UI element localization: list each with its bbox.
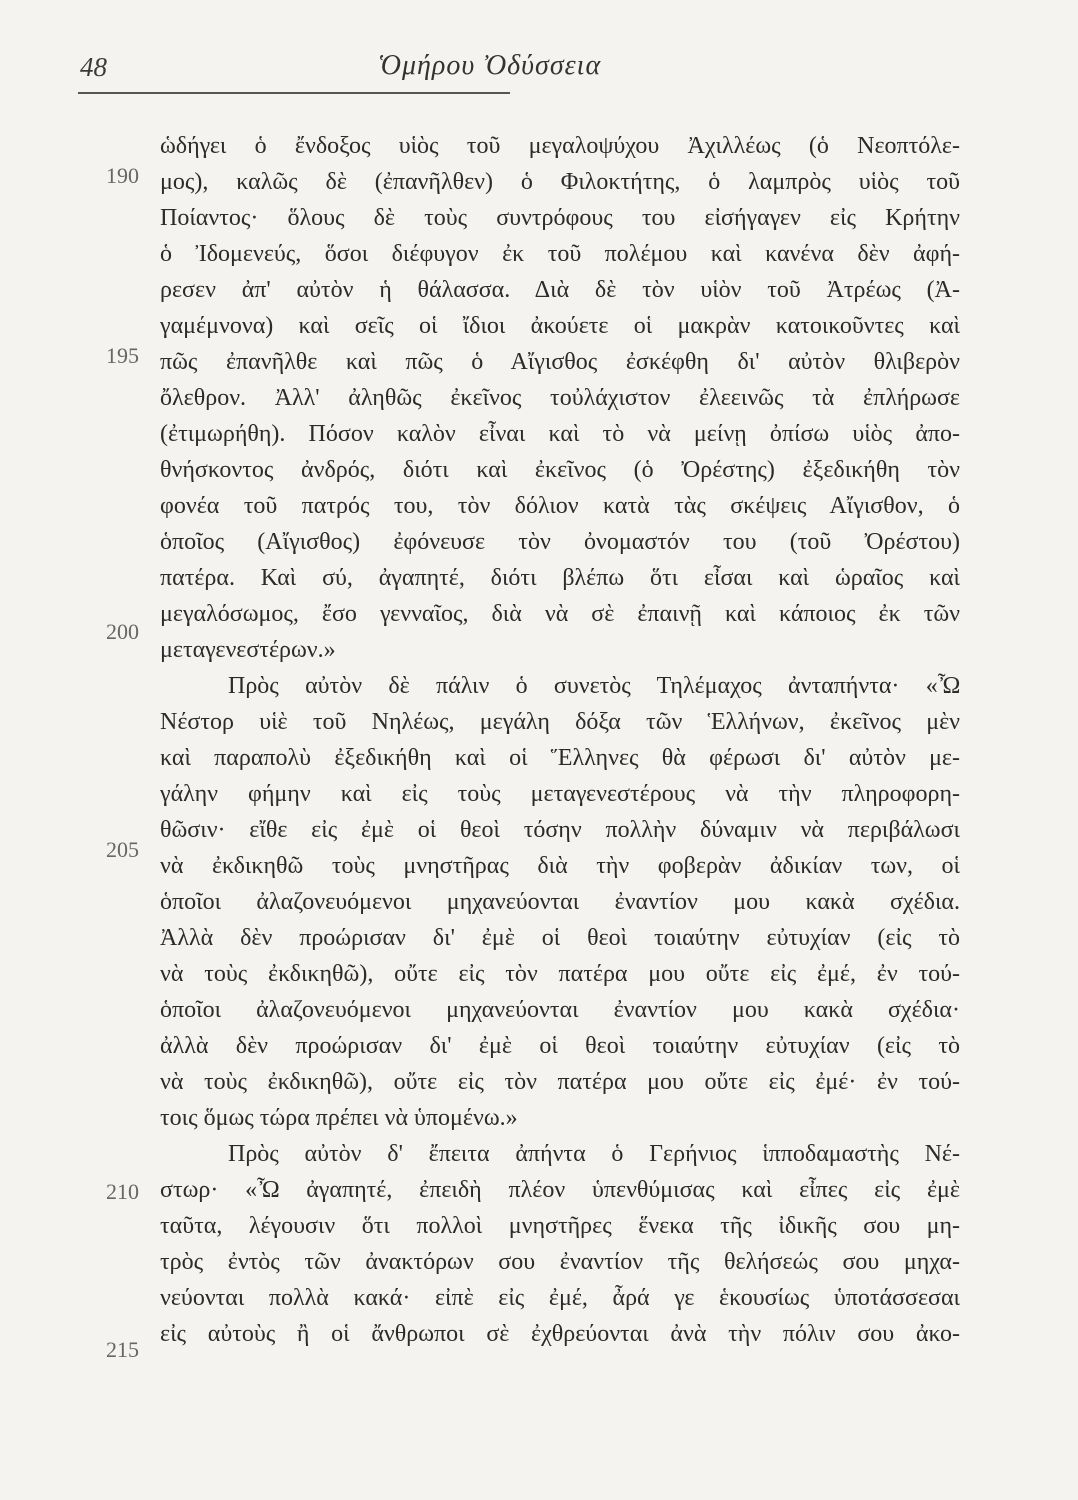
text-line: ὄλεθρον. Ἀλλ' ἀληθῶς ἐκεῖνος τοὐλάχιστον ἐλεεινῶς τὰ ἐπλήρωσε <box>160 385 960 411</box>
text-line: Πρὸς αὐτὸν δὲ πάλιν ὁ συνετὸς Τηλέμαχος ἀνταπήντα· «Ὦ <box>228 673 960 699</box>
text-line: Πρὸς αὐτὸν δ' ἔπειτα ἀπήντα ὁ Γερήνιος ἱπποδαμαστὴς Νέ- <box>228 1141 960 1167</box>
page-number: 48 <box>80 52 107 82</box>
text-line: στωρ· «Ὦ ἀγαπητέ, ἐπειδὴ πλέον ὑπενθύμισας καὶ εἶπες εἰς ἐμὲ <box>160 1177 960 1203</box>
text-line: γαμέμνονα) καὶ σεῖς οἱ ἴδιοι ἀκούετε οἱ μακρὰν κατοικοῦντες καὶ <box>160 313 960 339</box>
text-line: ὁποῖοι ἀλαζονευόμενοι μηχανεύονται ἐναντίον μου κακὰ σχέδια· <box>160 997 960 1023</box>
text-line: νὰ τοὺς ἐκδικηθῶ), οὔτε εἰς τὸν πατέρα μου οὔτε εἰς ἐμέ, ἐν τού- <box>160 961 960 987</box>
line-number: 205 <box>106 837 139 862</box>
text-line: μεταγενεστέρων.» <box>160 637 336 663</box>
text-line: θῶσιν· εἴθε εἰς ἐμὲ οἱ θεοὶ τόσην πολλὴν δύναμιν νὰ περιβάλωσι <box>160 817 960 843</box>
text-line: Ἀλλὰ δὲν προώρισαν δι' ἐμὲ οἱ θεοὶ τοιαύτην εὐτυχίαν (εἰς τὸ <box>160 925 960 951</box>
text-line: μος), καλῶς δὲ (ἐπανῆλθεν) ὁ Φιλοκτήτης, ὁ λαμπρὸς υἱὸς τοῦ <box>160 169 960 195</box>
text-line: ὁποῖοι ἀλαζονευόμενοι μηχανεύονται ἐναντίον μου κακὰ σχέδια. <box>160 889 960 915</box>
text-line: θνήσκοντος ἀνδρός, διότι καὶ ἐκεῖνος (ὁ Ὀρέστης) ἐξεδικήθη τὸν <box>160 457 960 483</box>
text-line: ὁ Ἰδομενεύς, ὅσοι διέφυγον ἐκ τοῦ πολέμου καὶ κανένα δὲν ἀφή- <box>160 241 960 267</box>
text-line: Νέστορ υἱὲ τοῦ Νηλέως, μεγάλη δόξα τῶν Ἑλλήνων, ἐκεῖνος μὲν <box>160 709 960 735</box>
line-number: 195 <box>106 343 139 368</box>
text-line: πατέρα. Καὶ σύ, ἀγαπητέ, διότι βλέπω ὅτι εἶσαι καὶ ὡραῖος καὶ <box>160 565 960 591</box>
text-line: τρὸς ἐντὸς τῶν ἀνακτόρων σου ἐναντίον τῆς θελήσεώς σου μηχα- <box>160 1249 960 1275</box>
text-line: φονέα τοῦ πατρός του, τὸν δόλιον κατὰ τὰς σκέψεις Αἴγισθον, ὁ <box>160 493 960 519</box>
text-line: ἀλλὰ δὲν προώρισαν δι' ἐμὲ οἱ θεοὶ τοιαύτην εὐτυχίαν (εἰς τὸ <box>160 1033 960 1059</box>
text-line: Ποίαντος· ὅλους δὲ τοὺς συντρόφους του εἰσήγαγεν εἰς Κρήτην <box>160 205 960 231</box>
line-number: 200 <box>106 619 139 644</box>
text-line: ὡδήγει ὁ ἔνδοξος υἱὸς τοῦ μεγαλοψύχου Ἀχιλλέως (ὁ Νεοπτόλε- <box>160 133 960 159</box>
text-line: εἰς αὐτοὺς ἢ οἱ ἄνθρωποι σὲ ἐχθρεύονται ἀνὰ τὴν πόλιν σου ἀκο- <box>160 1321 960 1347</box>
text-line: ὁποῖος (Αἴγισθος) ἐφόνευσε τὸν ὀνομαστόν του (τοῦ Ὀρέστου) <box>160 529 960 555</box>
text-line: νὰ τοὺς ἐκδικηθῶ), οὔτε εἰς τὸν πατέρα μου οὔτε εἰς ἐμέ· ἐν τού- <box>160 1069 960 1095</box>
text-line: ταῦτα, λέγουσιν ὅτι πολλοὶ μνηστῆρες ἕνεκα τῆς ἰδικῆς σου μη- <box>160 1213 960 1239</box>
text-line: μεγαλόσωμος, ἔσο γενναῖος, διὰ νὰ σὲ ἐπαινῇ καὶ κάποιος ἐκ τῶν <box>160 601 960 627</box>
text-line: (ἐτιμωρήθη). Πόσον καλὸν εἶναι καὶ τὸ νὰ μείνῃ ὀπίσω υἱὸς ἀπο- <box>160 421 960 447</box>
line-number: 190 <box>106 163 139 188</box>
text-line: γάλην φήμην καὶ εἰς τοὺς μεταγενεστέρους νὰ τὴν πληροφορη- <box>160 781 960 807</box>
text-line: καὶ παραπολὺ ἐξεδικήθη καὶ οἱ Ἕλληνες θὰ φέρωσι δι' αὐτὸν με- <box>160 745 960 771</box>
text-line: νεύονται πολλὰ κακά· εἰπὲ εἰς ἐμέ, ἆρά γε ἑκουσίως ὑποτάσσεσαι <box>160 1285 960 1311</box>
running-head: Ὁμήρου Ὀδύσσεια <box>378 50 602 81</box>
text-line: νὰ ἐκδικηθῶ τοὺς μνηστῆρας διὰ τὴν φοβερὰν ἀδικίαν των, οἱ <box>160 853 960 879</box>
text-line: τοις ὅμως τώρα πρέπει νὰ ὑπομένω.» <box>160 1105 518 1131</box>
text-line: ρεσεν ἀπ' αὐτὸν ἡ θάλασσα. Διὰ δὲ τὸν υἱὸν τοῦ Ἀτρέως (Ἀ- <box>160 277 960 303</box>
header-rule <box>78 92 510 94</box>
text-line: πῶς ἐπανῆλθε καὶ πῶς ὁ Αἴγισθος ἐσκέφθη δι' αὐτὸν θλιβερὸν <box>160 349 960 375</box>
line-number: 210 <box>106 1179 139 1204</box>
line-number: 215 <box>106 1337 139 1362</box>
